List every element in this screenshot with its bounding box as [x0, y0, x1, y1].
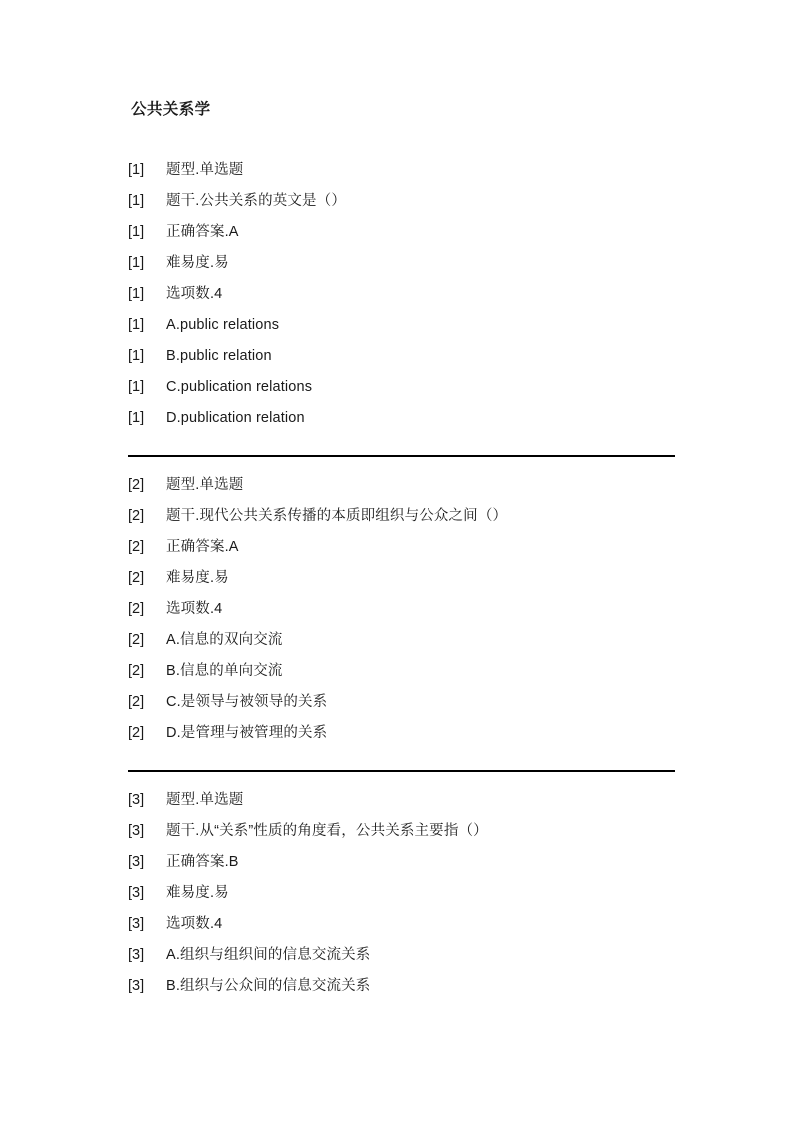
question-row: [128, 785, 675, 816]
row-text: B.组织与公众间的信息交流关系: [166, 978, 371, 994]
question-row: [128, 310, 675, 341]
row-index-label: [2]: [128, 570, 145, 586]
row-index-label: [3]: [128, 854, 145, 870]
row-text: 正确答案.A: [166, 224, 239, 240]
question-row: [128, 372, 675, 403]
question-row: [128, 403, 675, 434]
row-index-label: [3]: [128, 978, 145, 994]
row-index-label: [1]: [128, 224, 145, 240]
row-index-label: [1]: [128, 286, 145, 302]
question-row: [128, 625, 675, 656]
row-index-label: [1]: [128, 348, 145, 364]
row-text: 题干.现代公共关系传播的本质即组织与公众之间（）: [166, 508, 508, 524]
question-row: [128, 718, 675, 749]
question-row: [128, 501, 675, 532]
question-row: [128, 594, 675, 625]
row-text: 难易度.易: [166, 570, 229, 586]
row-text: C.是领导与被领导的关系: [166, 694, 328, 710]
question-block: [128, 155, 675, 434]
row-index-label: [1]: [128, 255, 145, 271]
row-text: C.publication relations: [166, 379, 313, 395]
question-row: [128, 279, 675, 310]
question-block: [128, 770, 675, 1002]
row-index-label: [1]: [128, 193, 145, 209]
row-text: B.信息的单向交流: [166, 663, 283, 679]
row-text: 选项数.4: [166, 286, 223, 302]
row-index-label: [2]: [128, 663, 145, 679]
question-row: [128, 341, 675, 372]
row-index-label: [3]: [128, 885, 145, 901]
row-text: 题型.单选题: [166, 792, 244, 808]
row-index-label: [3]: [128, 947, 145, 963]
question-row: [128, 470, 675, 501]
question-list: [128, 155, 675, 1002]
row-index-label: [2]: [128, 632, 145, 648]
question-row: [128, 563, 675, 594]
row-index-label: [2]: [128, 477, 145, 493]
question-row: [128, 940, 675, 971]
row-text: B.public relation: [166, 348, 272, 364]
row-index-label: [2]: [128, 725, 145, 741]
row-text: 题型.单选题: [166, 477, 244, 493]
row-text: A.信息的双向交流: [166, 632, 283, 648]
page-title: 公共关系学: [131, 101, 211, 118]
row-text: 题干.公共关系的英文是（）: [166, 193, 346, 209]
row-text: 正确答案.A: [166, 539, 239, 555]
row-index-label: [1]: [128, 162, 145, 178]
question-row: [128, 155, 675, 186]
row-text: A.组织与组织间的信息交流关系: [166, 947, 371, 963]
question-row: [128, 971, 675, 1002]
row-index-label: [2]: [128, 508, 145, 524]
row-text: A.public relations: [166, 317, 280, 333]
row-text: 难易度.易: [166, 255, 229, 271]
question-row: [128, 878, 675, 909]
row-index-label: [1]: [128, 379, 145, 395]
row-text: 难易度.易: [166, 885, 229, 901]
row-index-label: [1]: [128, 410, 145, 426]
row-index-label: [2]: [128, 539, 145, 555]
row-text: 选项数.4: [166, 601, 223, 617]
row-text: 题型.单选题: [166, 162, 244, 178]
row-text: 选项数.4: [166, 916, 223, 932]
row-index-label: [1]: [128, 317, 145, 333]
row-index-label: [2]: [128, 601, 145, 617]
question-row: [128, 532, 675, 563]
row-text: 题干.从“关系”性质的角度看，公共关系主要指（）: [166, 823, 488, 839]
row-text: D.是管理与被管理的关系: [166, 725, 328, 741]
question-row: [128, 186, 675, 217]
question-row: [128, 687, 675, 718]
question-row: [128, 656, 675, 687]
question-row: [128, 816, 675, 847]
row-index-label: [3]: [128, 823, 145, 839]
question-block: [128, 455, 675, 749]
row-index-label: [3]: [128, 792, 145, 808]
row-text: D.publication relation: [166, 410, 305, 426]
row-index-label: [2]: [128, 694, 145, 710]
question-row: [128, 217, 675, 248]
question-row: [128, 248, 675, 279]
question-row: [128, 847, 675, 878]
row-text: 正确答案.B: [166, 854, 239, 870]
row-index-label: [3]: [128, 916, 145, 932]
question-row: [128, 909, 675, 940]
